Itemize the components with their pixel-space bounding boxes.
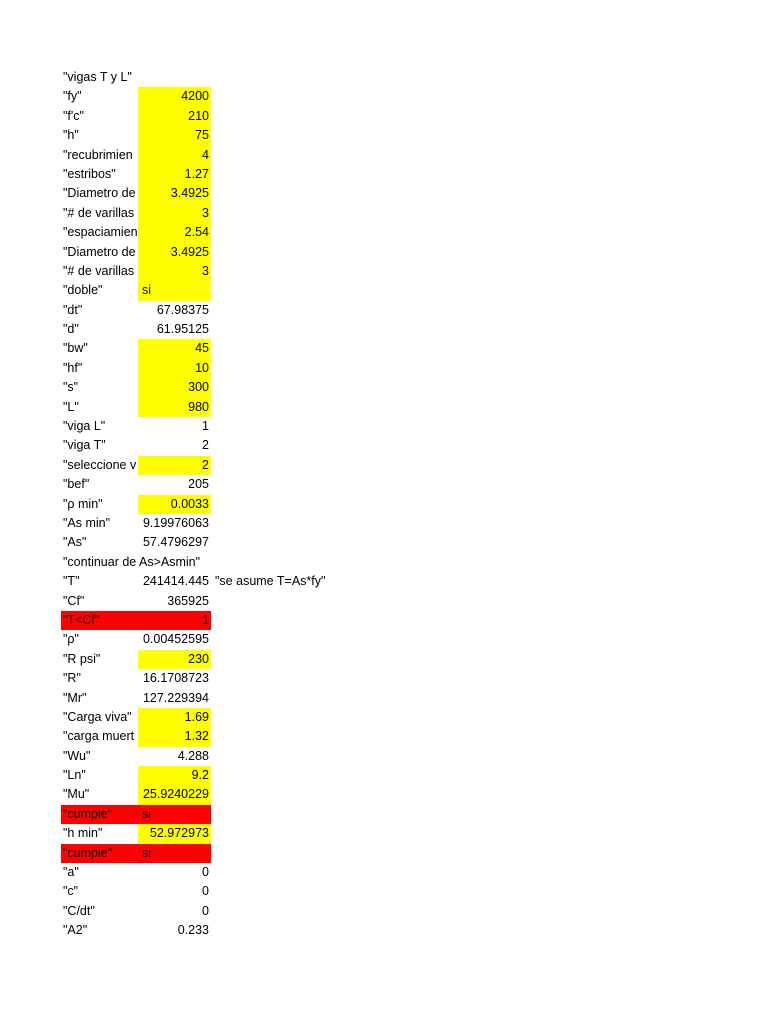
row-value-cell[interactable]: 127.229394 [142,690,209,705]
row-value-cell[interactable]: 67.98375 [156,302,209,317]
row-label-cell[interactable]: "h min" [63,826,103,841]
row-label-cell[interactable]: "doble" [63,283,103,298]
row-value-cell[interactable]: 3.4925 [138,243,211,262]
row-label-cell[interactable]: "ρ min" [63,496,103,511]
row-label-cell[interactable]: "ρ" [63,632,79,647]
sheet-row [61,863,721,882]
row-label-cell[interactable]: "c" [63,884,79,899]
sheet-row [61,204,721,223]
row-label-cell[interactable]: "Mu" [63,787,90,802]
row-value-cell[interactable]: 9.19976063 [142,515,209,530]
row-label-cell[interactable]: "Diametro de [63,186,136,201]
row-value-cell[interactable]: 3 [138,262,211,281]
sheet-row [61,107,721,126]
row-value-cell[interactable]: 230 [138,650,211,669]
row-label-cell[interactable]: "Carga viva" [63,709,132,724]
row-value-cell[interactable]: 16.1708723 [142,671,209,686]
row-value-cell[interactable]: 0.233 [177,923,209,938]
sheet-row [61,436,721,455]
row-label-cell[interactable]: "h" [63,128,79,143]
sheet-row [61,339,721,358]
row-label-cell[interactable]: "T<Cf" [61,611,138,630]
row-label-cell[interactable]: "A2" [63,923,88,938]
sheet-row [61,495,721,514]
sheet-row [61,223,721,242]
sheet-row [61,553,721,572]
sheet-row [61,68,721,87]
row-value-cell[interactable]: 2 [138,456,211,475]
row-value-cell[interactable]: 0 [202,903,209,918]
row-value-cell[interactable]: 1 [138,611,211,630]
sheet-row [61,165,721,184]
row-label-cell[interactable]: "cumple" [61,844,138,863]
sheet-row [61,708,721,727]
row-value-cell[interactable]: 1.69 [138,708,211,727]
sheet-row [61,184,721,203]
sheet-row [61,785,721,804]
sheet-row [61,747,721,766]
row-label-cell[interactable]: "cumple" [61,805,138,824]
row-value-cell[interactable]: 57.4796297 [142,535,209,550]
spreadsheet [61,68,721,941]
row-value-cell[interactable]: 0.00452595 [142,632,209,647]
row-label-cell[interactable]: "vigas T y L" [63,70,132,84]
row-label-cell[interactable]: "bef" [63,477,90,492]
sheet-row [61,882,721,901]
row-value-cell[interactable]: 1.27 [138,165,211,184]
sheet-row [61,126,721,145]
row-value-cell[interactable]: si [138,281,211,300]
row-value-cell[interactable]: si [138,844,211,863]
row-value-cell[interactable]: 52.972973 [138,824,211,843]
row-label-cell[interactable]: "# de varillas [63,263,135,278]
sheet-row [61,456,721,475]
row-label-cell[interactable]: "Wu" [63,748,91,763]
row-value-cell[interactable]: 61.95125 [156,322,209,337]
row-label-cell[interactable]: "T" [63,574,80,589]
sheet-row [61,727,721,746]
sheet-row [61,398,721,417]
row-value-cell[interactable]: 75 [138,126,211,145]
row-label-cell[interactable]: "dt" [63,302,83,317]
row-value-cell[interactable]: 45 [138,339,211,358]
row-value-cell[interactable]: 0 [202,865,209,880]
sheet-row [61,669,721,688]
row-value-cell[interactable]: 210 [138,107,211,126]
row-label-cell[interactable]: "R psi" [63,651,101,666]
row-value-cell[interactable]: 3 [138,204,211,223]
row-label-cell[interactable]: "continuar de As>Asmin" [63,554,201,569]
row-value-cell[interactable]: 241414.445 [142,574,209,589]
row-label-cell[interactable]: "C/dt" [63,903,95,918]
row-value-cell[interactable]: 1.32 [138,727,211,746]
row-label-cell[interactable]: "seleccione v [63,457,137,472]
row-label-cell[interactable]: "R" [63,671,81,686]
row-value-cell[interactable]: 25.9240229 [138,785,211,804]
sheet-row [61,824,721,843]
sheet-row [61,87,721,106]
row-value-cell[interactable]: 0 [202,884,209,899]
sheet-row [61,533,721,552]
row-label-cell[interactable]: "Ln" [63,768,86,783]
sheet-row [61,514,721,533]
sheet-row [61,572,721,591]
sheet-row [61,650,721,669]
row-label-cell[interactable]: "estribos" [63,166,116,181]
row-label-cell[interactable]: "fy" [63,89,82,104]
row-note-cell[interactable]: "se asume T=As*fy" [215,574,326,589]
row-label-cell[interactable]: "Cf" [63,593,85,608]
row-label-cell[interactable]: "As min" [63,515,111,530]
row-value-cell[interactable]: 205 [188,477,209,492]
sheet-row [61,146,721,165]
row-label-cell[interactable]: "As" [63,535,87,550]
sheet-row [61,902,721,921]
sheet-row [61,805,721,824]
row-label-cell[interactable]: "Mr" [63,690,87,705]
sheet-row [61,844,721,863]
row-value-cell[interactable]: 9.2 [138,766,211,785]
row-label-cell[interactable]: "L" [63,399,79,414]
row-value-cell[interactable]: 10 [138,359,211,378]
row-value-cell[interactable]: 4.288 [177,748,209,763]
sheet-row [61,378,721,397]
sheet-row [61,592,721,611]
sheet-row [61,417,721,436]
sheet-row [61,359,721,378]
sheet-row [61,243,721,262]
row-label-cell[interactable]: "f'c" [63,108,84,123]
sheet-row [61,301,721,320]
row-value-cell[interactable]: 0.0033 [138,495,211,514]
row-label-cell[interactable]: "s" [63,380,79,395]
row-label-cell[interactable]: "viga L" [63,419,106,434]
row-value-cell[interactable]: 365925 [167,593,209,608]
sheet-row [61,630,721,649]
row-value-cell[interactable]: 1 [202,419,209,434]
sheet-row [61,921,721,940]
row-label-cell[interactable]: "# de varillas [63,205,135,220]
row-label-cell[interactable]: "viga T" [63,438,106,453]
row-value-cell[interactable]: si [138,805,211,824]
row-label-cell[interactable]: "a" [63,865,79,880]
row-value-cell[interactable]: 4 [138,146,211,165]
row-label-cell[interactable]: "bw" [63,341,88,356]
row-value-cell[interactable]: 980 [138,398,211,417]
row-value-cell[interactable]: 3.4925 [138,184,211,203]
sheet-row [61,281,721,300]
sheet-row [61,611,721,630]
row-label-cell[interactable]: "hf" [63,360,83,375]
row-label-cell[interactable]: "d" [63,322,79,337]
row-label-cell[interactable]: "Diametro de [63,244,136,259]
row-value-cell[interactable]: 2 [202,438,209,453]
row-value-cell[interactable]: 2.54 [138,223,211,242]
row-value-cell[interactable]: 300 [138,378,211,397]
row-label-cell[interactable]: "carga muert [63,729,135,744]
sheet-row [61,689,721,708]
sheet-row [61,766,721,785]
row-label-cell[interactable]: "espaciamien [63,225,138,240]
sheet-row [61,262,721,281]
sheet-row [61,475,721,494]
row-value-cell[interactable]: 4200 [138,87,211,106]
sheet-row [61,320,721,339]
row-label-cell[interactable]: "recubrimien [63,147,133,162]
